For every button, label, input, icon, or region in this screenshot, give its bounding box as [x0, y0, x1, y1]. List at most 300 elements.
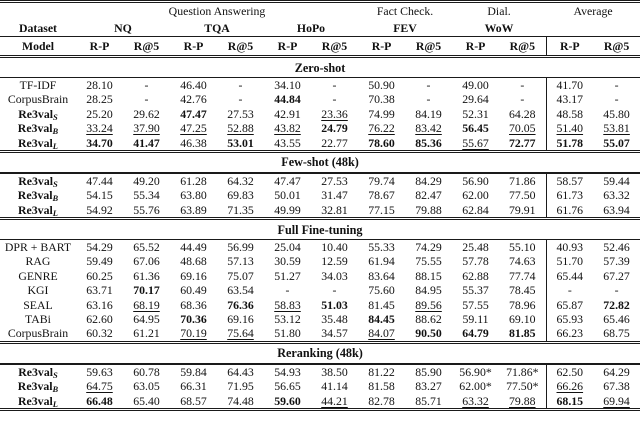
table-row — [0, 364, 640, 379]
model-name-cell — [0, 326, 76, 342]
value-cell: 78.67 — [368, 188, 395, 203]
table-body — [0, 57, 640, 410]
table-row — [0, 379, 640, 393]
value-cell: 42.76 — [180, 92, 207, 107]
value-cell: 85.36 — [415, 135, 442, 150]
value-cell: 88.15 — [415, 268, 442, 283]
value-cell: 47.47 — [180, 106, 207, 121]
header-metric-rp: R-P — [277, 39, 298, 53]
value-cell: - — [614, 283, 619, 298]
value-cell: 67.06 — [133, 254, 160, 269]
model-name: Re3val — [17, 188, 53, 203]
value-cell: 64.75 — [86, 379, 113, 394]
value-cell: 53.81 — [603, 121, 630, 136]
value-cell: 61.73 — [546, 188, 593, 202]
value-cell: 75.55 — [415, 254, 442, 269]
value-cell: 34.70 — [86, 135, 113, 150]
value-cell: 63.32 — [603, 188, 630, 203]
table-row — [0, 203, 640, 219]
value-cell: 28.25 — [86, 92, 113, 107]
model-name-cell — [0, 298, 76, 312]
value-cell: 81.85 — [509, 326, 536, 341]
value-cell: - — [520, 92, 525, 107]
model-name: CorpusBrain — [7, 92, 69, 107]
value-cell: 62.88 — [462, 268, 489, 283]
value-cell: - — [614, 92, 619, 107]
value-cell: 71.86 — [509, 173, 536, 188]
value-cell: 12.59 — [321, 254, 348, 269]
model-name: Re3val — [18, 106, 53, 121]
value-cell: 66.26 — [546, 379, 593, 393]
value-cell: 43.55 — [274, 135, 301, 150]
value-cell: 74.99 — [368, 106, 395, 121]
header-group-question-answering: Question Answering — [168, 4, 266, 18]
value-cell: 40.93 — [546, 239, 593, 254]
value-cell: 53.12 — [274, 312, 301, 326]
value-cell: 75.07 — [227, 268, 254, 283]
value-cell: 41.70 — [546, 77, 593, 92]
value-cell: 65.46 — [603, 312, 630, 326]
value-cell: 55.76 — [133, 202, 160, 217]
value-cell: 54.93 — [274, 364, 301, 379]
model-size-subscript: S — [53, 178, 58, 189]
value-cell: 49.99 — [274, 202, 301, 217]
model-name-cell — [0, 394, 76, 410]
model-size-subscript: L — [52, 140, 58, 151]
value-cell: 25.48 — [462, 239, 489, 254]
table-row — [0, 173, 640, 188]
value-cell: 66.23 — [546, 326, 593, 342]
value-cell: 64.32 — [227, 173, 254, 188]
value-cell: 58.83 — [274, 297, 301, 312]
value-cell: 63.32 — [462, 393, 489, 408]
value-cell: 70.17 — [133, 283, 160, 298]
model-name-cell — [0, 92, 76, 106]
value-cell: 23.36 — [321, 106, 348, 121]
value-cell: 58.57 — [546, 173, 593, 188]
value-cell: 70.05 — [509, 121, 536, 136]
value-cell: 81.45 — [368, 297, 395, 312]
value-cell: 51.80 — [274, 326, 301, 341]
value-cell: 42.91 — [274, 106, 301, 121]
header-metric-rp: R-P — [465, 39, 486, 53]
table-row — [0, 269, 640, 283]
value-cell: 37.90 — [133, 121, 160, 136]
value-cell: 82.78 — [368, 393, 395, 408]
header-model-row — [0, 37, 640, 57]
value-cell: - — [238, 92, 243, 107]
header-corner-cell — [0, 2, 76, 21]
value-cell: 63.54 — [227, 283, 254, 298]
value-cell: 54.92 — [86, 202, 113, 217]
value-cell: 50.90 — [368, 77, 395, 92]
value-cell: 67.27 — [603, 268, 630, 283]
section-row — [0, 219, 640, 240]
header-metric-r5: R@5 — [133, 39, 160, 53]
value-cell: 69.83 — [227, 188, 254, 203]
model-name-cell — [0, 107, 76, 121]
value-cell: 33.24 — [86, 121, 113, 136]
table-row — [0, 121, 640, 135]
value-cell: 45.80 — [603, 106, 630, 121]
value-cell: 66.48 — [86, 393, 113, 408]
value-cell: - — [238, 77, 243, 92]
value-cell: 55.34 — [133, 188, 160, 203]
value-cell: 90.50 — [415, 326, 442, 341]
value-cell: - — [614, 77, 619, 92]
model-name: Re3val — [18, 393, 53, 408]
value-cell: 52.31 — [462, 106, 489, 121]
value-cell: 71.35 — [227, 202, 254, 217]
model-name-cell — [0, 364, 76, 379]
value-cell: 43.17 — [546, 92, 593, 106]
model-name: CorpusBrain — [7, 326, 69, 341]
value-cell: 69.16 — [180, 268, 207, 283]
value-cell: - — [332, 92, 337, 107]
value-cell: 68.57 — [180, 393, 207, 408]
table-row — [0, 136, 640, 152]
value-cell: 71.86* — [506, 364, 539, 379]
value-cell: 44.21 — [321, 393, 348, 408]
model-label: Model — [21, 39, 55, 53]
header-group-average: Average — [573, 4, 613, 18]
model-name-cell — [0, 136, 76, 152]
value-cell: - — [285, 283, 290, 298]
header-metric-rp: R-P — [183, 39, 204, 53]
value-cell: 61.94 — [368, 254, 395, 269]
value-cell: 62.50 — [546, 364, 593, 379]
value-cell: 84.19 — [415, 106, 442, 121]
model-name-cell — [0, 254, 76, 268]
value-cell: 52.88 — [227, 121, 254, 136]
model-name: Re3val — [17, 121, 53, 136]
value-cell: 84.07 — [368, 326, 395, 341]
value-cell: 59.44 — [603, 173, 630, 188]
model-size-subscript: S — [53, 369, 58, 380]
value-cell: 72.77 — [509, 135, 536, 150]
header-metric-r5: R@5 — [321, 39, 348, 53]
value-cell: 28.10 — [86, 77, 113, 92]
table-row — [0, 107, 640, 121]
table-row — [0, 298, 640, 312]
value-cell: 43.82 — [274, 121, 301, 136]
value-cell: 29.64 — [462, 92, 489, 107]
value-cell: 57.55 — [462, 297, 489, 312]
table-row — [0, 239, 640, 254]
value-cell: 68.75 — [603, 326, 630, 341]
value-cell: 47.47 — [274, 173, 301, 188]
section-title: Few-shot (48k) — [0, 151, 640, 172]
value-cell: 81.58 — [368, 379, 395, 394]
model-name-cell — [0, 203, 76, 219]
value-cell: 65.40 — [133, 393, 160, 408]
dataset-label: Dataset — [18, 21, 57, 35]
value-cell: 75.64 — [227, 326, 254, 341]
value-cell: - — [332, 283, 337, 298]
value-cell: - — [426, 77, 431, 92]
header-metric-r5: R@5 — [415, 39, 442, 53]
value-cell: 35.48 — [321, 312, 348, 326]
header-dataset-empty — [546, 20, 640, 37]
value-cell: 69.94 — [603, 393, 630, 408]
value-cell: 30.59 — [274, 254, 301, 269]
value-cell: 57.13 — [227, 254, 254, 269]
value-cell: 85.71 — [415, 393, 442, 408]
header-group-fact-check-: Fact Check. — [376, 4, 434, 18]
value-cell: 74.63 — [509, 254, 536, 269]
model-name-cell — [0, 312, 76, 326]
value-cell: 41.14 — [321, 379, 348, 394]
value-cell: 55.33 — [368, 239, 395, 254]
value-cell: 46.38 — [180, 135, 207, 150]
value-cell: 60.25 — [86, 268, 113, 283]
value-cell: 78.96 — [509, 297, 536, 312]
model-name-cell — [0, 239, 76, 254]
model-name-cell — [0, 269, 76, 283]
value-cell: 76.22 — [368, 121, 395, 136]
value-cell: 68.36 — [180, 297, 207, 312]
value-cell: 57.39 — [603, 254, 630, 269]
model-name-cell — [0, 121, 76, 135]
value-cell: 46.40 — [180, 77, 207, 92]
value-cell: 79.88 — [509, 393, 536, 408]
value-cell: 74.29 — [415, 239, 442, 254]
value-cell: 56.65 — [274, 379, 301, 394]
table-row — [0, 254, 640, 268]
table-row — [0, 312, 640, 326]
value-cell: 83.27 — [415, 379, 442, 394]
model-size-subscript: L — [52, 398, 58, 409]
value-cell: 62.60 — [86, 312, 113, 326]
value-cell: 31.47 — [321, 188, 348, 203]
model-name: Re3val — [18, 202, 53, 217]
value-cell: 60.32 — [86, 326, 113, 341]
value-cell: 64.95 — [133, 312, 160, 326]
value-cell: 52.46 — [603, 239, 630, 254]
section-row — [0, 57, 640, 78]
value-cell: 64.43 — [227, 364, 254, 379]
value-cell: 65.44 — [546, 269, 593, 283]
value-cell: 81.22 — [368, 364, 395, 379]
value-cell: 25.20 — [86, 106, 113, 121]
value-cell: 78.60 — [368, 135, 395, 150]
value-cell: 47.44 — [86, 173, 113, 188]
value-cell: 56.45 — [462, 121, 489, 136]
value-cell: 54.29 — [86, 239, 113, 254]
value-cell: 60.78 — [133, 364, 160, 379]
section-row — [0, 342, 640, 363]
header-group-row — [0, 2, 640, 21]
value-cell: - — [426, 92, 431, 107]
value-cell: 65.93 — [546, 312, 593, 326]
value-cell: 55.10 — [509, 239, 536, 254]
value-cell: 51.40 — [546, 121, 593, 135]
value-cell: 59.11 — [462, 312, 489, 326]
value-cell: 48.58 — [546, 107, 593, 121]
model-name: RAG — [25, 254, 51, 269]
value-cell: 69.16 — [227, 312, 254, 326]
value-cell: 59.84 — [180, 364, 207, 379]
value-cell: 57.78 — [462, 254, 489, 269]
value-cell: 77.50 — [509, 188, 536, 203]
model-name: TABi — [25, 312, 51, 326]
table-row — [0, 77, 640, 92]
value-cell: 70.38 — [368, 92, 395, 107]
value-cell: 44.84 — [274, 92, 301, 107]
value-cell: 51.78 — [546, 136, 593, 152]
value-cell: 55.37 — [462, 283, 489, 298]
value-cell: - — [144, 92, 149, 107]
value-cell: 65.52 — [133, 239, 160, 254]
value-cell: 49.20 — [133, 173, 160, 188]
header-metric-rp: R-P — [546, 37, 593, 57]
header-dataset-fev: FEV — [393, 21, 417, 35]
value-cell: 76.36 — [227, 297, 254, 312]
value-cell: 77.50* — [506, 379, 539, 394]
value-cell: 25.04 — [274, 239, 301, 254]
section-title: Reranking (48k) — [0, 342, 640, 363]
header-dataset-row — [0, 20, 640, 37]
model-name-cell — [0, 188, 76, 202]
value-cell: 49.00 — [462, 77, 489, 92]
model-name-cell — [0, 283, 76, 297]
model-name-cell — [0, 77, 76, 92]
header-dataset-tqa: TQA — [204, 21, 230, 35]
value-cell: 51.70 — [546, 254, 593, 268]
value-cell: 64.79 — [462, 326, 489, 341]
value-cell: 34.10 — [274, 77, 301, 92]
value-cell: 10.40 — [321, 239, 348, 254]
value-cell: 59.63 — [86, 364, 113, 379]
model-name: Re3val — [17, 379, 53, 394]
value-cell: 29.62 — [133, 106, 160, 121]
value-cell: 84.29 — [415, 173, 442, 188]
value-cell: 61.28 — [180, 173, 207, 188]
header-group-dial-: Dial. — [487, 4, 511, 18]
table-row — [0, 92, 640, 106]
value-cell: 34.03 — [321, 268, 348, 283]
model-name: GENRE — [18, 268, 58, 283]
table-header — [0, 2, 640, 57]
model-name: DPR + BART — [4, 239, 72, 254]
value-cell: 44.49 — [180, 239, 207, 254]
header-dataset-hopo: HoPo — [296, 21, 326, 35]
section-row — [0, 151, 640, 172]
value-cell: 64.28 — [509, 106, 536, 121]
model-size-subscript: B — [52, 126, 59, 137]
value-cell: 62.84 — [462, 202, 489, 217]
value-cell: - — [144, 77, 149, 92]
value-cell: 74.48 — [227, 393, 254, 408]
value-cell: 59.60 — [274, 393, 301, 408]
value-cell: 72.82 — [603, 297, 630, 312]
value-cell: 83.64 — [368, 268, 395, 283]
value-cell: 83.42 — [415, 121, 442, 136]
value-cell: 85.90 — [415, 364, 442, 379]
value-cell: 79.74 — [368, 173, 395, 188]
value-cell: 79.91 — [509, 202, 536, 217]
model-name: Re3val — [18, 364, 53, 379]
table-row — [0, 394, 640, 410]
value-cell: 68.15 — [546, 394, 593, 410]
value-cell: 64.29 — [603, 364, 630, 379]
header-metric-rp: R-P — [371, 39, 392, 53]
value-cell: 67.38 — [603, 379, 630, 394]
value-cell: 54.15 — [86, 188, 113, 203]
table-row — [0, 188, 640, 202]
section-title: Zero-shot — [0, 57, 640, 78]
value-cell: 63.89 — [180, 202, 207, 217]
model-name: Re3val — [18, 135, 53, 150]
table-row — [0, 283, 640, 297]
model-name: SEAL — [23, 297, 53, 312]
header-metric-r5: R@5 — [603, 39, 630, 53]
value-cell: 63.71 — [86, 283, 113, 298]
value-cell: 63.16 — [86, 297, 113, 312]
value-cell: 77.15 — [368, 202, 395, 217]
value-cell: 59.49 — [86, 254, 113, 269]
value-cell: 27.53 — [321, 173, 348, 188]
value-cell: 63.80 — [180, 188, 207, 203]
value-cell: 75.60 — [368, 283, 395, 298]
value-cell: - — [546, 283, 593, 297]
model-name: TF-IDF — [19, 77, 57, 92]
value-cell: 89.56 — [415, 297, 442, 312]
value-cell: 24.79 — [321, 121, 348, 136]
value-cell: 65.87 — [546, 298, 593, 312]
value-cell: 60.49 — [180, 283, 207, 298]
value-cell: 84.95 — [415, 283, 442, 298]
value-cell: 61.36 — [133, 268, 160, 283]
value-cell: 51.27 — [274, 268, 301, 283]
value-cell: 88.62 — [415, 312, 442, 326]
value-cell: 56.90 — [462, 173, 489, 188]
value-cell: 63.94 — [603, 202, 630, 217]
header-metric-rp: R-P — [89, 39, 110, 53]
value-cell: 82.47 — [415, 188, 442, 203]
value-cell: - — [520, 77, 525, 92]
model-name: KGI — [27, 283, 49, 298]
value-cell: 51.03 — [321, 297, 348, 312]
table-row — [0, 326, 640, 342]
value-cell: 47.25 — [180, 121, 207, 136]
section-title: Full Fine-tuning — [0, 219, 640, 240]
value-cell: 50.01 — [274, 188, 301, 203]
value-cell: 22.77 — [321, 135, 348, 150]
value-cell: 66.31 — [180, 379, 207, 394]
value-cell: 71.95 — [227, 379, 254, 394]
model-name-cell — [0, 379, 76, 393]
value-cell: 63.05 — [133, 379, 160, 394]
value-cell: - — [332, 77, 337, 92]
value-cell: 55.67 — [462, 135, 489, 150]
value-cell: 77.74 — [509, 268, 536, 283]
value-cell: 61.21 — [133, 326, 160, 341]
model-size-subscript: S — [53, 111, 58, 122]
header-dataset-nq: NQ — [114, 21, 132, 35]
model-size-subscript: B — [52, 384, 59, 395]
value-cell: 55.07 — [603, 135, 630, 150]
value-cell: 38.50 — [321, 364, 348, 379]
value-cell: 79.88 — [415, 202, 442, 217]
value-cell: 53.01 — [227, 135, 254, 150]
value-cell: 56.99 — [227, 239, 254, 254]
value-cell: 70.36 — [180, 312, 207, 326]
value-cell: 84.45 — [368, 312, 395, 326]
model-size-subscript: L — [52, 207, 58, 218]
header-dataset-wow: WoW — [484, 21, 514, 35]
model-name-cell — [0, 173, 76, 188]
